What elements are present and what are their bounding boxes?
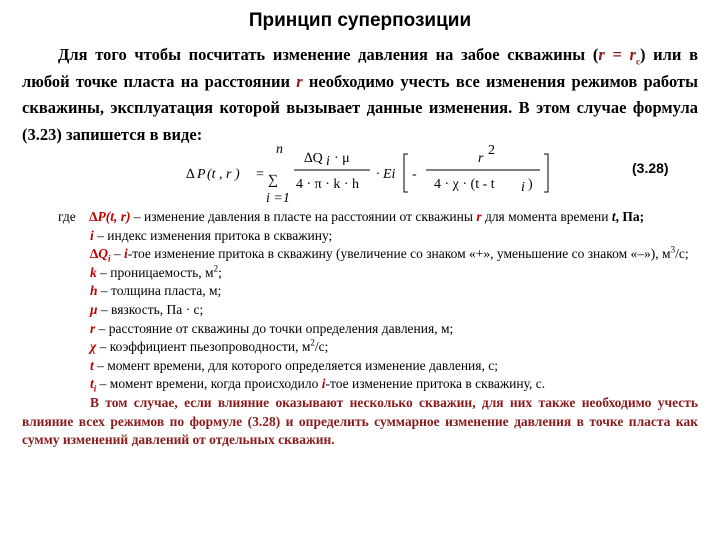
formula-lhs-args: (t , r ) bbox=[207, 167, 240, 182]
def-dp-symbol: ∆P(t, r) bbox=[89, 209, 131, 224]
def-dq-symbol: $\Delta Q_i$ bbox=[90, 246, 111, 264]
def-mu-text: – вязкость, Па · с; bbox=[97, 301, 204, 317]
formula-sum-bottom: i =1 bbox=[266, 191, 290, 206]
formula-frac2-den-end: ) bbox=[528, 177, 533, 192]
def-ti-i: i bbox=[321, 376, 326, 392]
def-mu bbox=[22, 301, 698, 320]
formula-lhs-p: P bbox=[197, 167, 206, 182]
def-ti-symbol: $t_i$ bbox=[90, 376, 97, 395]
formula-right-bracket bbox=[544, 154, 548, 192]
def-dq-sup: 3 bbox=[670, 244, 676, 255]
def-dq-text: -тое изменение притока в скважину (увеличение со знаком «+», уменьшение со знаком «–»), м bbox=[127, 246, 671, 262]
def-delta-p bbox=[22, 208, 698, 227]
closing-paragraph: В том случае, если влияние оказывают несколько скважин, для них также необходимо учесть влияние всех режимов по формуле (3.28) и определить суммарное изменение давления в точке пласта как сумму изменений давлений от отдельных скважин. bbox=[22, 394, 698, 448]
def-dq-unit: /с; bbox=[675, 246, 689, 262]
def-dp-r: r bbox=[476, 209, 482, 224]
def-k-symbol: k bbox=[90, 264, 97, 280]
def-t bbox=[22, 357, 698, 376]
def-dp-text2: для момента времени bbox=[481, 209, 612, 224]
formula-frac2-den-sub: i bbox=[521, 180, 525, 195]
def-mu-symbol: μ bbox=[90, 301, 98, 317]
formula-svg bbox=[180, 140, 560, 210]
definitions-block bbox=[22, 208, 698, 450]
intro-text-3: необходимо учесть все изменения режимов работы скважины, эксплуатация которой вызывает данные изменения. В этом случае формула (3.23) запишется в виде: bbox=[22, 71, 698, 144]
def-where: где bbox=[58, 209, 76, 224]
def-ti-text2: -тое изменение притока в скважину, с. bbox=[325, 376, 546, 392]
def-r bbox=[22, 320, 698, 339]
def-chi bbox=[22, 338, 698, 357]
def-ti-text: – момент времени, когда происходило bbox=[96, 376, 322, 392]
def-k-text: – проницаемость, м bbox=[96, 264, 214, 280]
formula-frac1-den: 4 · π · k · h bbox=[296, 177, 360, 192]
def-i-text: – индекс изменения притока в скважину; bbox=[93, 227, 333, 243]
def-k bbox=[22, 264, 698, 283]
def-ti bbox=[22, 375, 698, 394]
intro-text-1: Для того чтобы посчитать изменение давления на забое скважины ( bbox=[58, 45, 599, 64]
def-dq bbox=[22, 245, 698, 264]
def-chi-sup: 2 bbox=[310, 337, 315, 348]
def-chi-text: – коэффициент пьезопроводности, м bbox=[96, 339, 311, 355]
equation-number: (3.28) bbox=[632, 160, 669, 176]
def-r-text: – расстояние от скважины до точки определения давления, м; bbox=[95, 320, 454, 336]
def-dp-t: t bbox=[611, 209, 616, 224]
def-dq-i: i bbox=[124, 246, 128, 262]
formula-left-bracket bbox=[404, 154, 408, 192]
formula-frac2-num-sup: 2 bbox=[488, 143, 495, 158]
def-chi-symbol: χ bbox=[90, 339, 97, 355]
def-k-unit: ; bbox=[218, 264, 222, 280]
superposition-formula bbox=[180, 140, 560, 210]
def-k-sup: 2 bbox=[213, 263, 219, 274]
def-i-symbol: i bbox=[90, 227, 94, 243]
def-dq-dash: – bbox=[110, 246, 125, 262]
formula-sum-top: n bbox=[276, 142, 283, 157]
def-t-text: – момент времени, для которого определяется изменение давления, с; bbox=[93, 357, 498, 373]
def-h-text: – толщина пласта, м; bbox=[97, 283, 222, 299]
intro-r-equals-rc: $r = r_c$ bbox=[598, 45, 640, 67]
def-dp-text: – изменение давления в пласте на расстоянии от скважины bbox=[130, 209, 477, 224]
intro-text-2: ) или в любой точке пласта на расстоянии bbox=[22, 45, 699, 91]
def-chi-unit: /с; bbox=[314, 339, 329, 355]
formula-sum-sign: ∑ bbox=[268, 173, 278, 188]
def-t-symbol: t bbox=[90, 357, 94, 373]
formula-minus: - bbox=[412, 167, 417, 182]
formula-ei: · Ei bbox=[376, 167, 396, 182]
formula-frac1-num-sub: i bbox=[326, 154, 330, 169]
def-r-symbol: r bbox=[90, 320, 96, 336]
def-h-symbol: h bbox=[90, 283, 98, 299]
page-title: Принцип суперпозиции bbox=[248, 10, 472, 31]
formula-equals: = bbox=[256, 167, 264, 182]
def-h bbox=[22, 282, 698, 301]
formula-frac2-den: 4 · χ · (t - t bbox=[434, 177, 495, 192]
formula-frac1-num-mu: · μ bbox=[334, 151, 350, 166]
formula-frac1-num: ∆Q bbox=[304, 151, 323, 166]
def-i bbox=[22, 227, 698, 246]
formula-frac2-num: r bbox=[478, 151, 484, 166]
intro-paragraph bbox=[22, 42, 698, 148]
intro-r-symbol: r bbox=[296, 71, 303, 91]
formula-lhs-delta: ∆ bbox=[186, 167, 195, 182]
def-dp-unit: , Па; bbox=[615, 209, 645, 224]
